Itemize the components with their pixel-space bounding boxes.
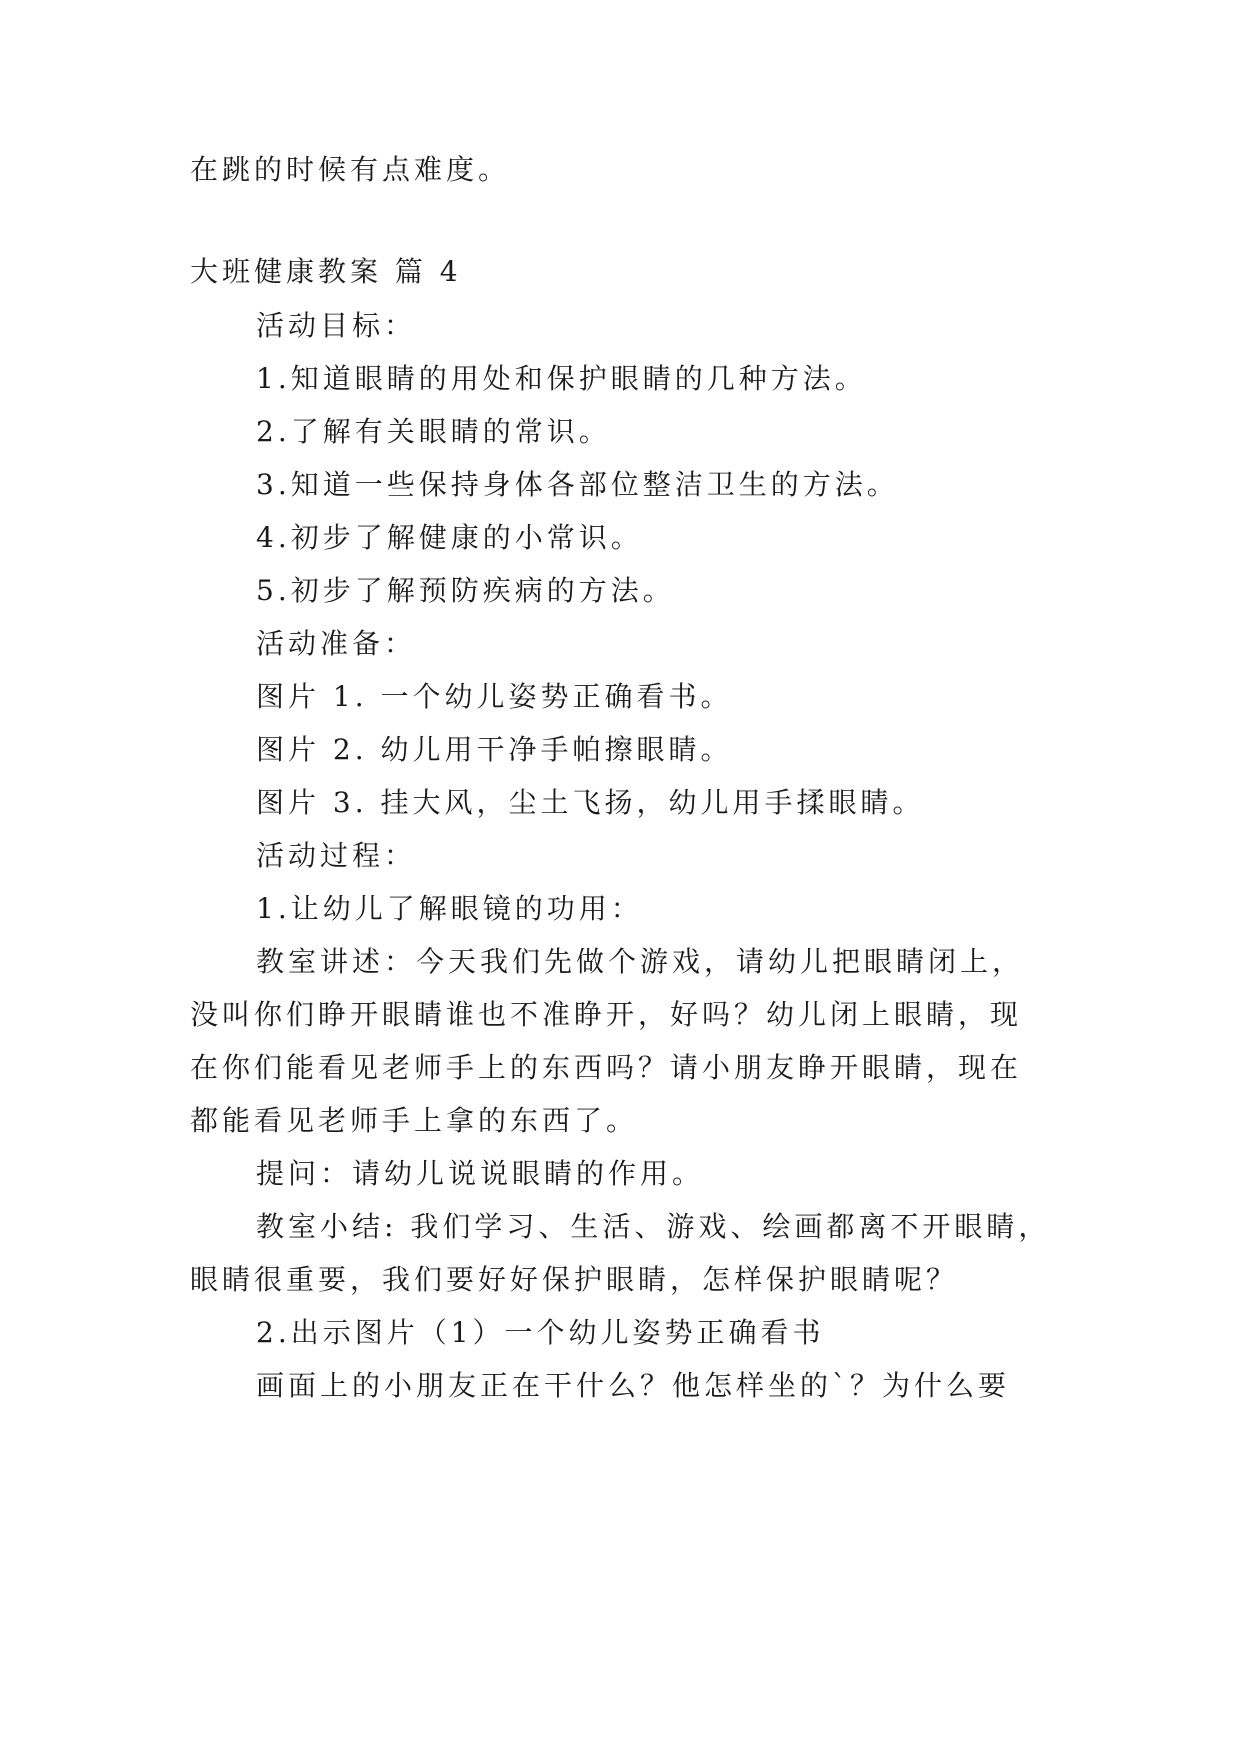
goal-item-5: 5.初步了解预防疾病的方法。	[256, 574, 675, 607]
paragraph-line: 没叫你们睁开眼睛谁也不准睁开，好吗？幼儿闭上眼睛，现	[190, 998, 1023, 1031]
paragraph-line: 教室小结: 我们学习、生活、游戏、绘画都离不开眼睛，	[256, 1210, 1051, 1243]
process-step-2: 2.出示图片（1）一个幼儿姿势正确看书	[256, 1316, 825, 1349]
preparation-item-2: 图片 2. 幼儿用干净手帕擦眼睛。	[256, 733, 733, 766]
section-heading: 大班健康教案 篇 4	[190, 255, 462, 288]
process-step-1: 1.让幼儿了解眼镜的功用：	[256, 892, 643, 925]
text-line-continuation: 在跳的时候有点难度。	[190, 153, 511, 186]
paragraph-line: 都能看见老师手上拿的东西了。	[190, 1104, 639, 1137]
goal-item-4: 4.初步了解健康的小常识。	[256, 521, 643, 554]
paragraph-line: 眼睛很重要，我们要好好保护眼睛，怎样保护眼睛呢？	[190, 1263, 959, 1296]
goal-item-2: 2.了解有关眼睛的常识。	[256, 415, 611, 448]
paragraph-line: 在你们能看见老师手上的东西吗？请小朋友睁开眼睛，现在	[190, 1051, 1023, 1084]
paragraph-line: 提问：请幼儿说说眼睛的作用。	[256, 1157, 705, 1190]
paragraph-line: 画面上的小朋友正在干什么？他怎样坐的`？为什么要	[256, 1369, 1011, 1402]
goal-item-3: 3.知道一些保持身体各部位整洁卫生的方法。	[256, 468, 899, 501]
preparation-item-1: 图片 1. 一个幼儿姿势正确看书。	[256, 680, 733, 713]
subheading-activity-preparation: 活动准备：	[256, 627, 417, 660]
subheading-activity-goals: 活动目标：	[256, 309, 417, 342]
paragraph-line: 教室讲述：今天我们先做个游戏，请幼儿把眼睛闭上，	[256, 945, 1025, 978]
preparation-item-3: 图片 3. 挂大风，尘土飞扬，幼儿用手揉眼睛。	[256, 786, 925, 819]
subheading-activity-process: 活动过程：	[256, 839, 417, 872]
goal-item-1: 1.知道眼睛的用处和保护眼睛的几种方法。	[256, 362, 867, 395]
